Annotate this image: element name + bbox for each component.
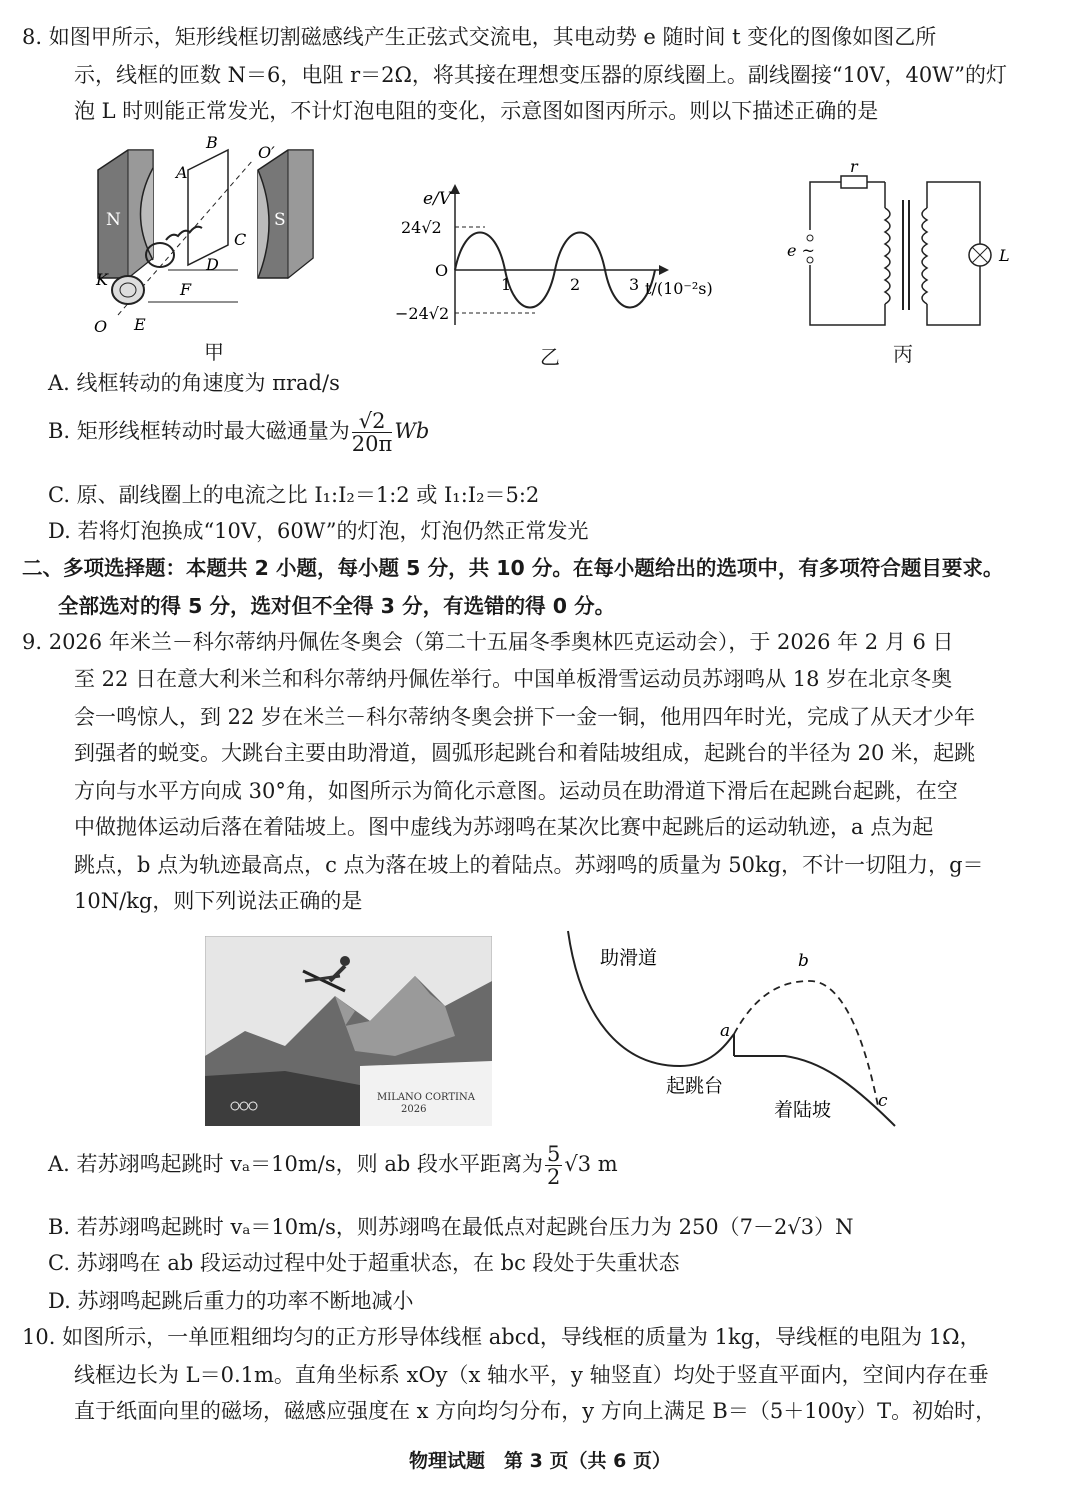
photo-text-2026: 2026 — [401, 1104, 427, 1115]
section2-line-1: 二、多项选择题：本题共 2 小题，每小题 5 分，共 10 分。在每小题给出的选项中，有多项符合题目要求。 — [22, 556, 1004, 580]
label-run: 助滑道 — [600, 947, 658, 969]
label-f: F — [180, 280, 192, 299]
point-c: c — [878, 1091, 888, 1111]
caption-jia: 甲 — [204, 340, 224, 364]
q9-line-6: 中做抛体运动后落在着陆坡上。图中虚线为苏翊鸣在某次比赛中起跳后的运动轨迹，a 点为起 — [74, 815, 934, 839]
ski-jump-diagram — [560, 926, 900, 1131]
label-r: r — [850, 160, 858, 176]
label-n: N — [106, 210, 121, 230]
label-landing: 着陆坡 — [774, 1099, 832, 1121]
yi-ylabel: e/V — [423, 189, 452, 209]
figure-yi-sine-graph — [395, 180, 725, 335]
q9-option-c: C. 苏翊鸣在 ab 段运动过程中处于超重状态，在 bc 段处于失重状态 — [48, 1251, 680, 1275]
trajectory-dashed — [734, 981, 878, 1106]
q8-b-denominator: 20π — [351, 432, 393, 456]
q9-line-4: 到强者的蜕变。大跳台主要由助滑道，圆弧形起跳台和着陆坡组成，起跳台的半径为 20 米，起跳 — [74, 741, 976, 765]
yi-origin: O — [435, 261, 449, 280]
q8-option-c: C. 原、副线圈上的电流之比 I₁:I₂＝1:2 或 I₁:I₂＝5:2 — [48, 483, 540, 507]
label-c: C — [234, 230, 247, 249]
q8-option-b: B. 矩形线框转动时最大磁通量为 $\frac{√2}{20\pi}$ Wb — [48, 409, 430, 456]
q10-line-3: 直于纸面向里的磁场，磁感应强度在 x 方向均匀分布，y 方向上满足 B＝（5＋100y）T。初始时， — [74, 1399, 997, 1423]
q9-option-d: D. 苏翊鸣起跳后重力的功率不断地减小 — [48, 1289, 414, 1313]
caption-yi: 乙 — [540, 345, 560, 369]
label-takeoff: 起跳台 — [666, 1075, 724, 1097]
yi-tick-1: 1 — [501, 275, 512, 294]
label-b: B — [206, 133, 218, 152]
point-a: a — [720, 1021, 731, 1041]
section2-line-2: 全部选对的得 5 分，选对但不全得 3 分，有选错的得 0 分。 — [58, 594, 616, 618]
q9-line-8: 10N/kg，则下列说法正确的是 — [74, 889, 363, 913]
page-footer: 物理试题 第 3 页（共 6 页） — [409, 1450, 671, 1472]
label-s: S — [274, 210, 286, 230]
q9-line-7: 跳点，b 点为轨迹最高点，c 点为落在坡上的着陆点。苏翊鸣的质量为 50kg，不计一切阻力，g＝ — [74, 853, 984, 877]
ski-jump-photo — [205, 936, 492, 1126]
yi-tick-3: 3 — [629, 275, 640, 294]
q8-line-2: 示，线框的匝数 N＝6，电阻 r＝2Ω，将其接在理想变压器的原线圈上。副线圈接“10V，40W”的灯 — [74, 63, 1007, 87]
label-a: A — [176, 163, 188, 182]
label-e: E — [134, 315, 146, 334]
q8-line-3: 泡 L 时则能正常发光，不计灯泡电阻的变化，示意图如图丙所示。则以下描述正确的是 — [74, 99, 879, 123]
label-k: K — [96, 270, 108, 289]
label-lamp: L — [999, 246, 1010, 265]
figure-bing-circuit — [785, 160, 1025, 335]
q8-option-d: D. 若将灯泡换成“10V，60W”的灯泡，灯泡仍然正常发光 — [48, 519, 589, 543]
yi-ymin: −24√2 — [395, 304, 450, 323]
figure-jia-generator — [88, 130, 348, 335]
label-d: D — [206, 255, 219, 274]
yi-xlabel: t/(10⁻²s) — [645, 279, 713, 298]
q9-a-numerator: 5 — [546, 1142, 561, 1166]
yi-ymax: 24√2 — [401, 218, 442, 237]
q9-a-denominator: 2 — [546, 1165, 561, 1189]
q9-line-1: 9. 2026 年米兰－科尔蒂纳丹佩佐冬奥会（第二十五届冬季奥林匹克运动会），于 2026 年 2 月 6 日 — [22, 630, 954, 654]
label-e-source: e ~ — [787, 241, 815, 260]
yi-tick-2: 2 — [570, 275, 581, 294]
q10-line-1: 10. 如图所示，一单匝粗细均匀的正方形导体线框 abcd，导线框的质量为 1kg，导线框的电阻为 1Ω， — [22, 1325, 981, 1349]
q9-option-a: A. 若苏翊鸣起跳时 vₐ＝10m/s，则 ab 段水平距离为 $\frac{5}{2}$ √3 m — [48, 1142, 618, 1189]
q8-b-numerator: √2 — [352, 410, 393, 433]
q9-line-2: 至 22 日在意大利米兰和科尔蒂纳丹佩佐举行。中国单板滑雪运动员苏翊鸣从 18 岁在北京冬奥 — [74, 667, 953, 691]
caption-bing: 丙 — [893, 342, 913, 366]
label-o: O — [94, 317, 108, 335]
photo-text-milano: MILANO CORTINA — [377, 1092, 475, 1103]
point-b: b — [798, 951, 809, 971]
q8-option-a: A. 线框转动的角速度为 πrad/s — [48, 371, 340, 395]
q9-line-5: 方向与水平方向成 30°角，如图所示为简化示意图。运动员在助滑道下滑后在起跳台起跳，在空 — [74, 779, 958, 803]
q9-option-b: B. 若苏翊鸣起跳时 vₐ＝10m/s，则苏翊鸣在最低点对起跳台压力为 250（7－2√3）N — [48, 1215, 854, 1239]
label-o-prime: O′ — [258, 143, 275, 162]
q9-line-3: 会一鸣惊人，到 22 岁在米兰－科尔蒂纳冬奥会拼下一金一铜，他用四年时光，完成了从天才少年 — [74, 705, 976, 729]
q8-line-1: 8. 如图甲所示，矩形线框切割磁感线产生正弦式交流电，其电动势 e 随时间 t 变化的图像如图乙所 — [22, 25, 937, 49]
q10-line-2: 线框边长为 L＝0.1m。直角坐标系 xOy（x 轴水平，y 轴竖直）均处于竖直平面内，空间内存在垂 — [74, 1363, 989, 1387]
